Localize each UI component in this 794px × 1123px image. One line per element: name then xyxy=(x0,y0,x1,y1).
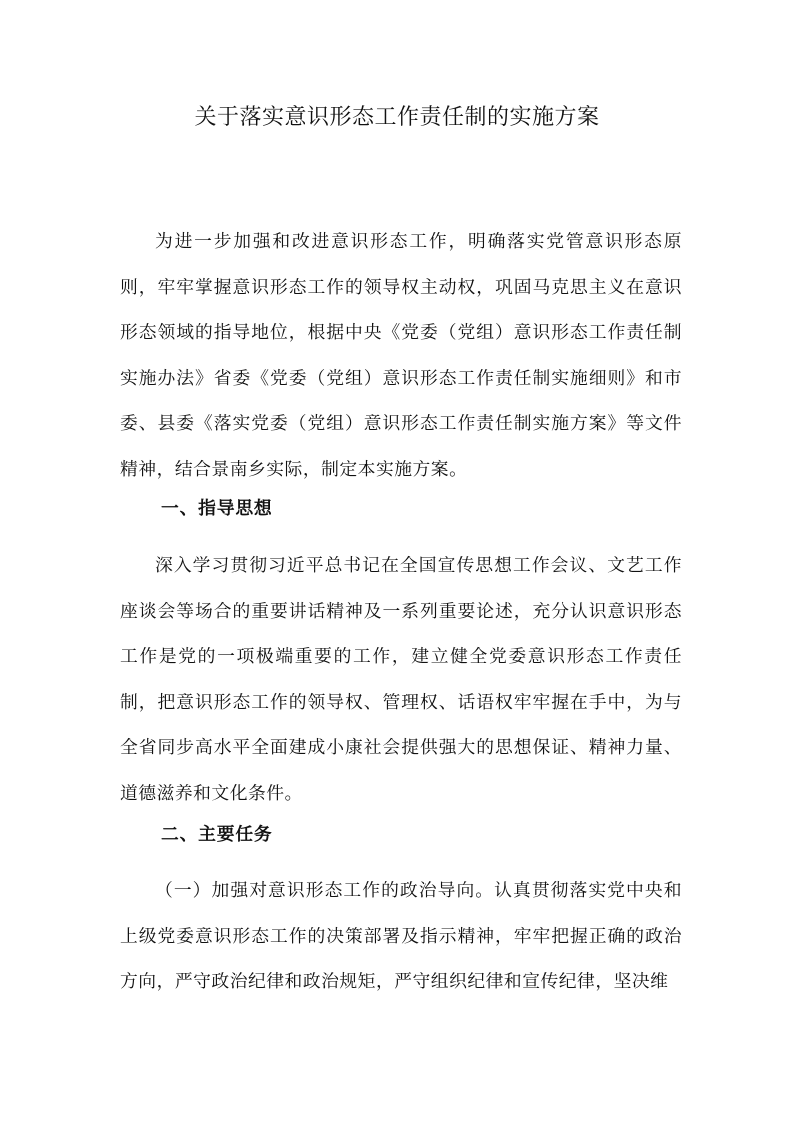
section-heading-guiding-ideology: 一、指导思想 xyxy=(161,498,273,519)
main-tasks-paragraph: （一）加强对意识形态工作的政治导向。认真贯彻落实党中央和上级党委意识形态工作的决策部署及指示精神，牢牢把握正确的政治方向，严守政治纪律和政治规矩，严守组织纪律和宣传纪律，坚决维 xyxy=(120,880,682,992)
document-title: 关于落实意识形态工作责任制的实施方案 xyxy=(194,105,600,130)
section-heading-main-tasks: 二、主要任务 xyxy=(161,824,273,845)
intro-paragraph: 为进一步加强和改进意识形态工作，明确落实党管意识形态原则，牢牢掌握意识形态工作的领导权主动权，巩固马克思主义在意识形态领域的指导地位，根据中央《党委（党组）意识形态工作责任制实施办法》省委《党委（党组）意识形态工作责任制实施细则》和市委、县委《落实党委（党组）意识形态工作责任制实施方案》等文件精神，结合景南乡实际，制定本实施方案。 xyxy=(120,231,682,480)
guiding-ideology-paragraph: 深入学习贯彻习近平总书记在全国宣传思想工作会议、文艺工作座谈会等场合的重要讲话精神及一系列重要论述，充分认识意识形态工作是党的一项极端重要的工作，建立健全党委意识形态工作责任制，把意识形态工作的领导权、管理权、话语权牢牢握在手中，为与全省同步高水平全面建成小康社会提供强大的思想保证、精神力量、道德滋养和文化条件。 xyxy=(120,555,682,804)
